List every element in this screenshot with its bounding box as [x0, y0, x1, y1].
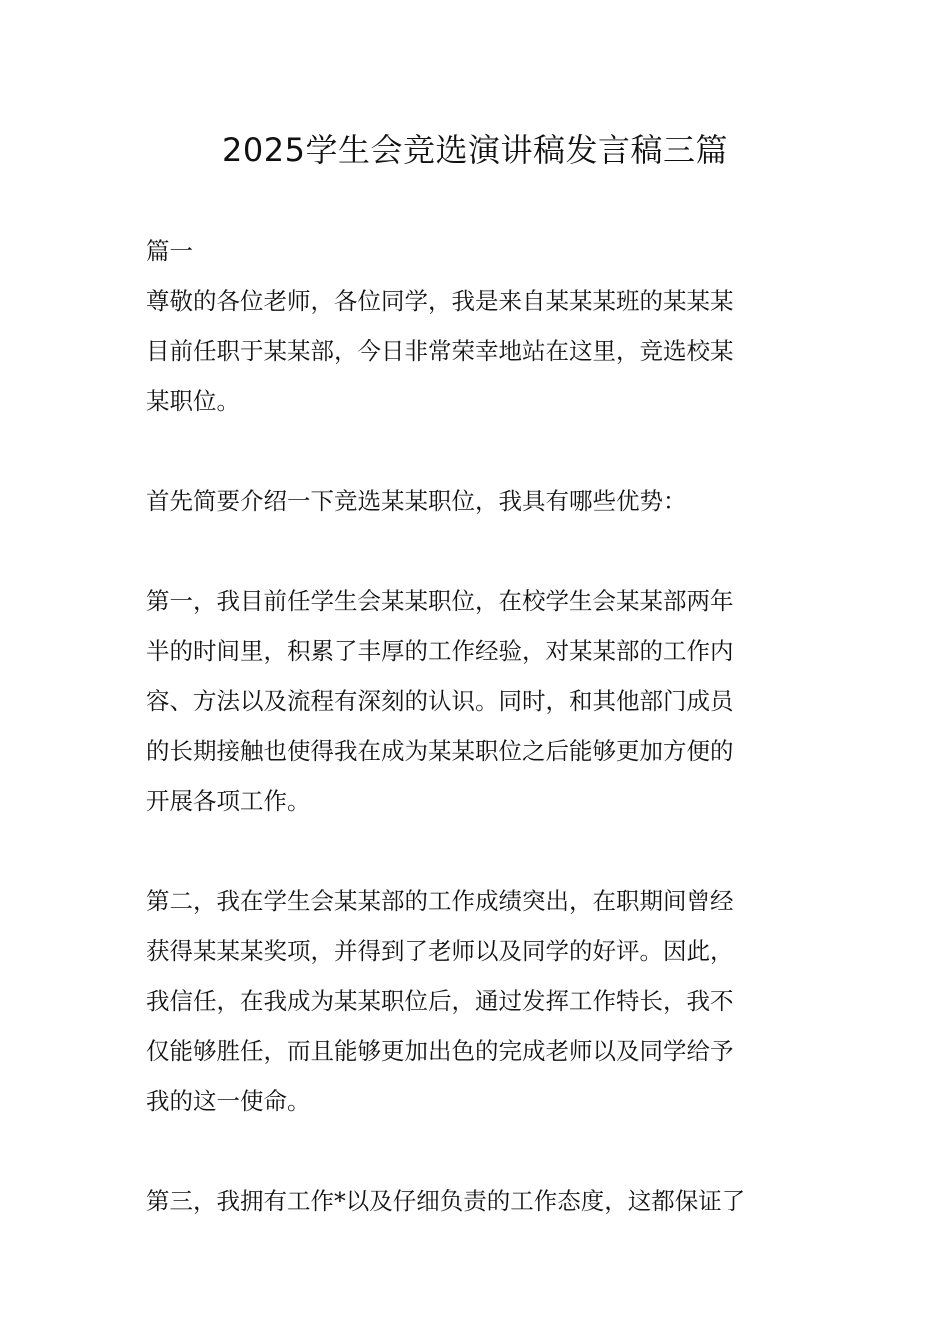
- paragraph-line: 开展各项工作。: [146, 787, 311, 815]
- paragraph-3: [146, 576, 816, 826]
- paragraph-line: 某职位。: [146, 387, 240, 415]
- paragraph-line: 仅能够胜任，而且能够更加出色的完成老师以及同学给予: [146, 1037, 734, 1065]
- paragraph-5: [146, 1176, 816, 1226]
- paragraph-line: 目前任职于某某部，今日非常荣幸地站在这里，竞选校某: [146, 337, 734, 365]
- paragraph-line: 半的时间里，积累了丰厚的工作经验，对某某部的工作内: [146, 637, 734, 665]
- paragraph-spacer: [146, 1126, 816, 1176]
- paragraph-2: [146, 476, 816, 526]
- paragraph-line: 第一，我目前任学生会某某职位，在校学生会某某部两年: [146, 587, 734, 615]
- paragraph-line: 我的这一使命。: [146, 1087, 311, 1115]
- paragraph-line: 首先简要介绍一下竞选某某职位，我具有哪些优势：: [146, 487, 687, 515]
- paragraph-spacer: [146, 526, 816, 576]
- paragraph-line: 容、方法以及流程有深刻的认识。同时，和其他部门成员: [146, 687, 734, 715]
- paragraph-line: 第二，我在学生会某某部的工作成绩突出，在职期间曾经: [146, 887, 734, 915]
- paragraph-1: [146, 276, 816, 426]
- section-heading: 篇一: [146, 237, 193, 265]
- paragraph-4: [146, 876, 816, 1126]
- paragraph-line: 尊敬的各位老师，各位同学，我是来自某某某班的某某某: [146, 287, 734, 315]
- paragraph-line: 的长期接触也使得我在成为某某职位之后能够更加方便的: [146, 737, 734, 765]
- document-body: [146, 226, 816, 1226]
- paragraph-line: 获得某某某奖项，并得到了老师以及同学的好评。因此，: [146, 937, 734, 965]
- paragraph-spacer: [146, 826, 816, 876]
- document-title: 2025学生会竞选演讲稿发言稿三篇: [222, 131, 728, 169]
- paragraph-spacer: [146, 426, 816, 476]
- paragraph-line: 第三，我拥有工作*以及仔细负责的工作态度，这都保证了: [146, 1187, 746, 1215]
- paragraph-line: 我信任，在我成为某某职位后，通过发挥工作特长，我不: [146, 987, 734, 1015]
